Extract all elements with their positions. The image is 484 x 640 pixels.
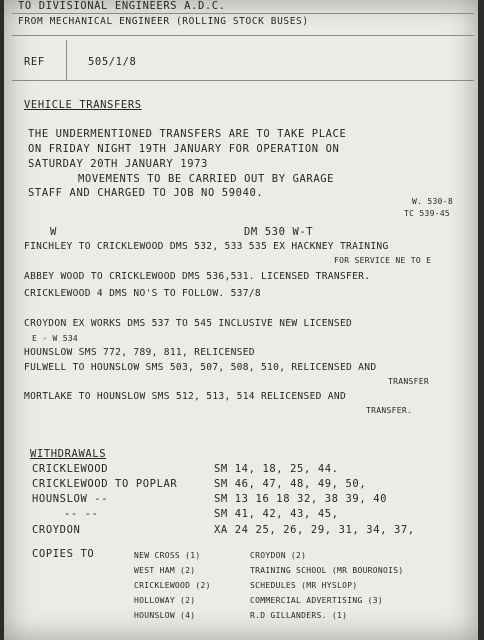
to-line: TO DIVISIONAL ENGINEERS A.D.C. [18,0,226,12]
withdrawal-vehicles: SM 46, 47, 48, 49, 50, [214,478,367,490]
document-sheet [4,0,478,640]
title: VEHICLE TRANSFERS [24,99,142,111]
copies-right-item: R.D GILLANDERS. (1) [250,611,348,620]
transfer-line: FINCHLEY TO CRICKLEWOOD DMS 532, 533 535 EX HACKNEY TRAINING [24,241,389,252]
withdrawal-garage: HOUNSLOW -- [32,493,109,505]
withdrawal-vehicles: SM 41, 42, 43, 45, [214,508,339,520]
dm-mark: DM 530 W-T [244,226,314,238]
w-mark: W [50,226,57,238]
margin-note: W. 530-8 [412,197,453,206]
transfer-line: MORTLAKE TO HOUNSLOW SMS 512, 513, 514 RELICENSED AND [24,391,347,402]
copies-right-item: COMMERCIAL ADVERTISING (3) [250,596,384,605]
intro-line: STAFF AND CHARGED TO JOB NO 59040. [28,187,264,199]
withdrawal-vehicles: SM 14, 18, 25, 44. [214,463,339,475]
transfer-sub: TRANSFER. [366,406,413,415]
header-rule [12,35,474,36]
transfer-sub: TRANSFER [388,377,429,386]
withdrawal-garage: CROYDON [32,524,81,536]
withdrawal-vehicles: XA 24 25, 26, 29, 31, 34, 37, [214,524,415,536]
transfer-line: ABBEY WOOD TO CRICKLEWOOD DMS 536,531. LICENSED TRANSFER. [24,271,371,282]
header-rule [12,13,474,14]
margin-note: TC 539-45 [404,209,451,218]
ref-value: 505/1/8 [88,56,137,68]
copies-left-item: CRICKLEWOOD (2) [134,581,211,590]
withdrawal-garage: -- -- [64,508,99,520]
withdrawal-vehicles: SM 13 16 18 32, 38 39, 40 [214,493,388,505]
copies-left-item: NEW CROSS (1) [134,551,201,560]
from-line: FROM MECHANICAL ENGINEER (ROLLING STOCK BUSES) [18,16,309,27]
copies-right-item: TRAINING SCHOOL (MR BOURONOIS) [250,566,404,575]
header-rule [12,80,474,81]
ref-label: REF [24,56,45,68]
ref-divider [66,40,67,80]
transfer-line: HOUNSLOW SMS 772, 789, 811, RELICENSED [24,347,255,358]
copies-right-item: SCHEDULES (MR HYSLOP) [250,581,358,590]
transfer-line: FULWELL TO HOUNSLOW SMS 503, 507, 508, 510, RELICENSED AND [24,362,377,373]
intro-line: MOVEMENTS TO BE CARRIED OUT BY GARAGE [78,173,335,185]
copies-left-item: HOUNSLOW (4) [134,611,196,620]
withdrawals-title: WITHDRAWALS [30,448,107,460]
copies-right-item: CROYDON (2) [250,551,307,560]
transfer-sub: FOR SERVICE NE TO E [334,256,432,265]
copies-left-item: HOLLOWAY (2) [134,596,196,605]
transfer-line: CROYDON EX WORKS DMS 537 TO 545 INCLUSIVE NEW LICENSED [24,318,353,329]
withdrawal-garage: CRICKLEWOOD [32,463,109,475]
copies-label: COPIES TO [32,548,95,560]
intro-line: THE UNDERMENTIONED TRANSFERS ARE TO TAKE PLACE [28,128,347,140]
transfer-line: CRICKLEWOOD 4 DMS NO'S TO FOLLOW. 537/8 [24,288,261,299]
intro-line: ON FRIDAY NIGHT 19TH JANUARY FOR OPERATION ON [28,143,340,155]
transfer-sub: E - W 534 [32,334,79,343]
copies-left-item: WEST HAM (2) [134,566,196,575]
withdrawal-garage: CRICKLEWOOD TO POPLAR [32,478,178,490]
intro-line: SATURDAY 20TH JANUARY 1973 [28,158,208,170]
